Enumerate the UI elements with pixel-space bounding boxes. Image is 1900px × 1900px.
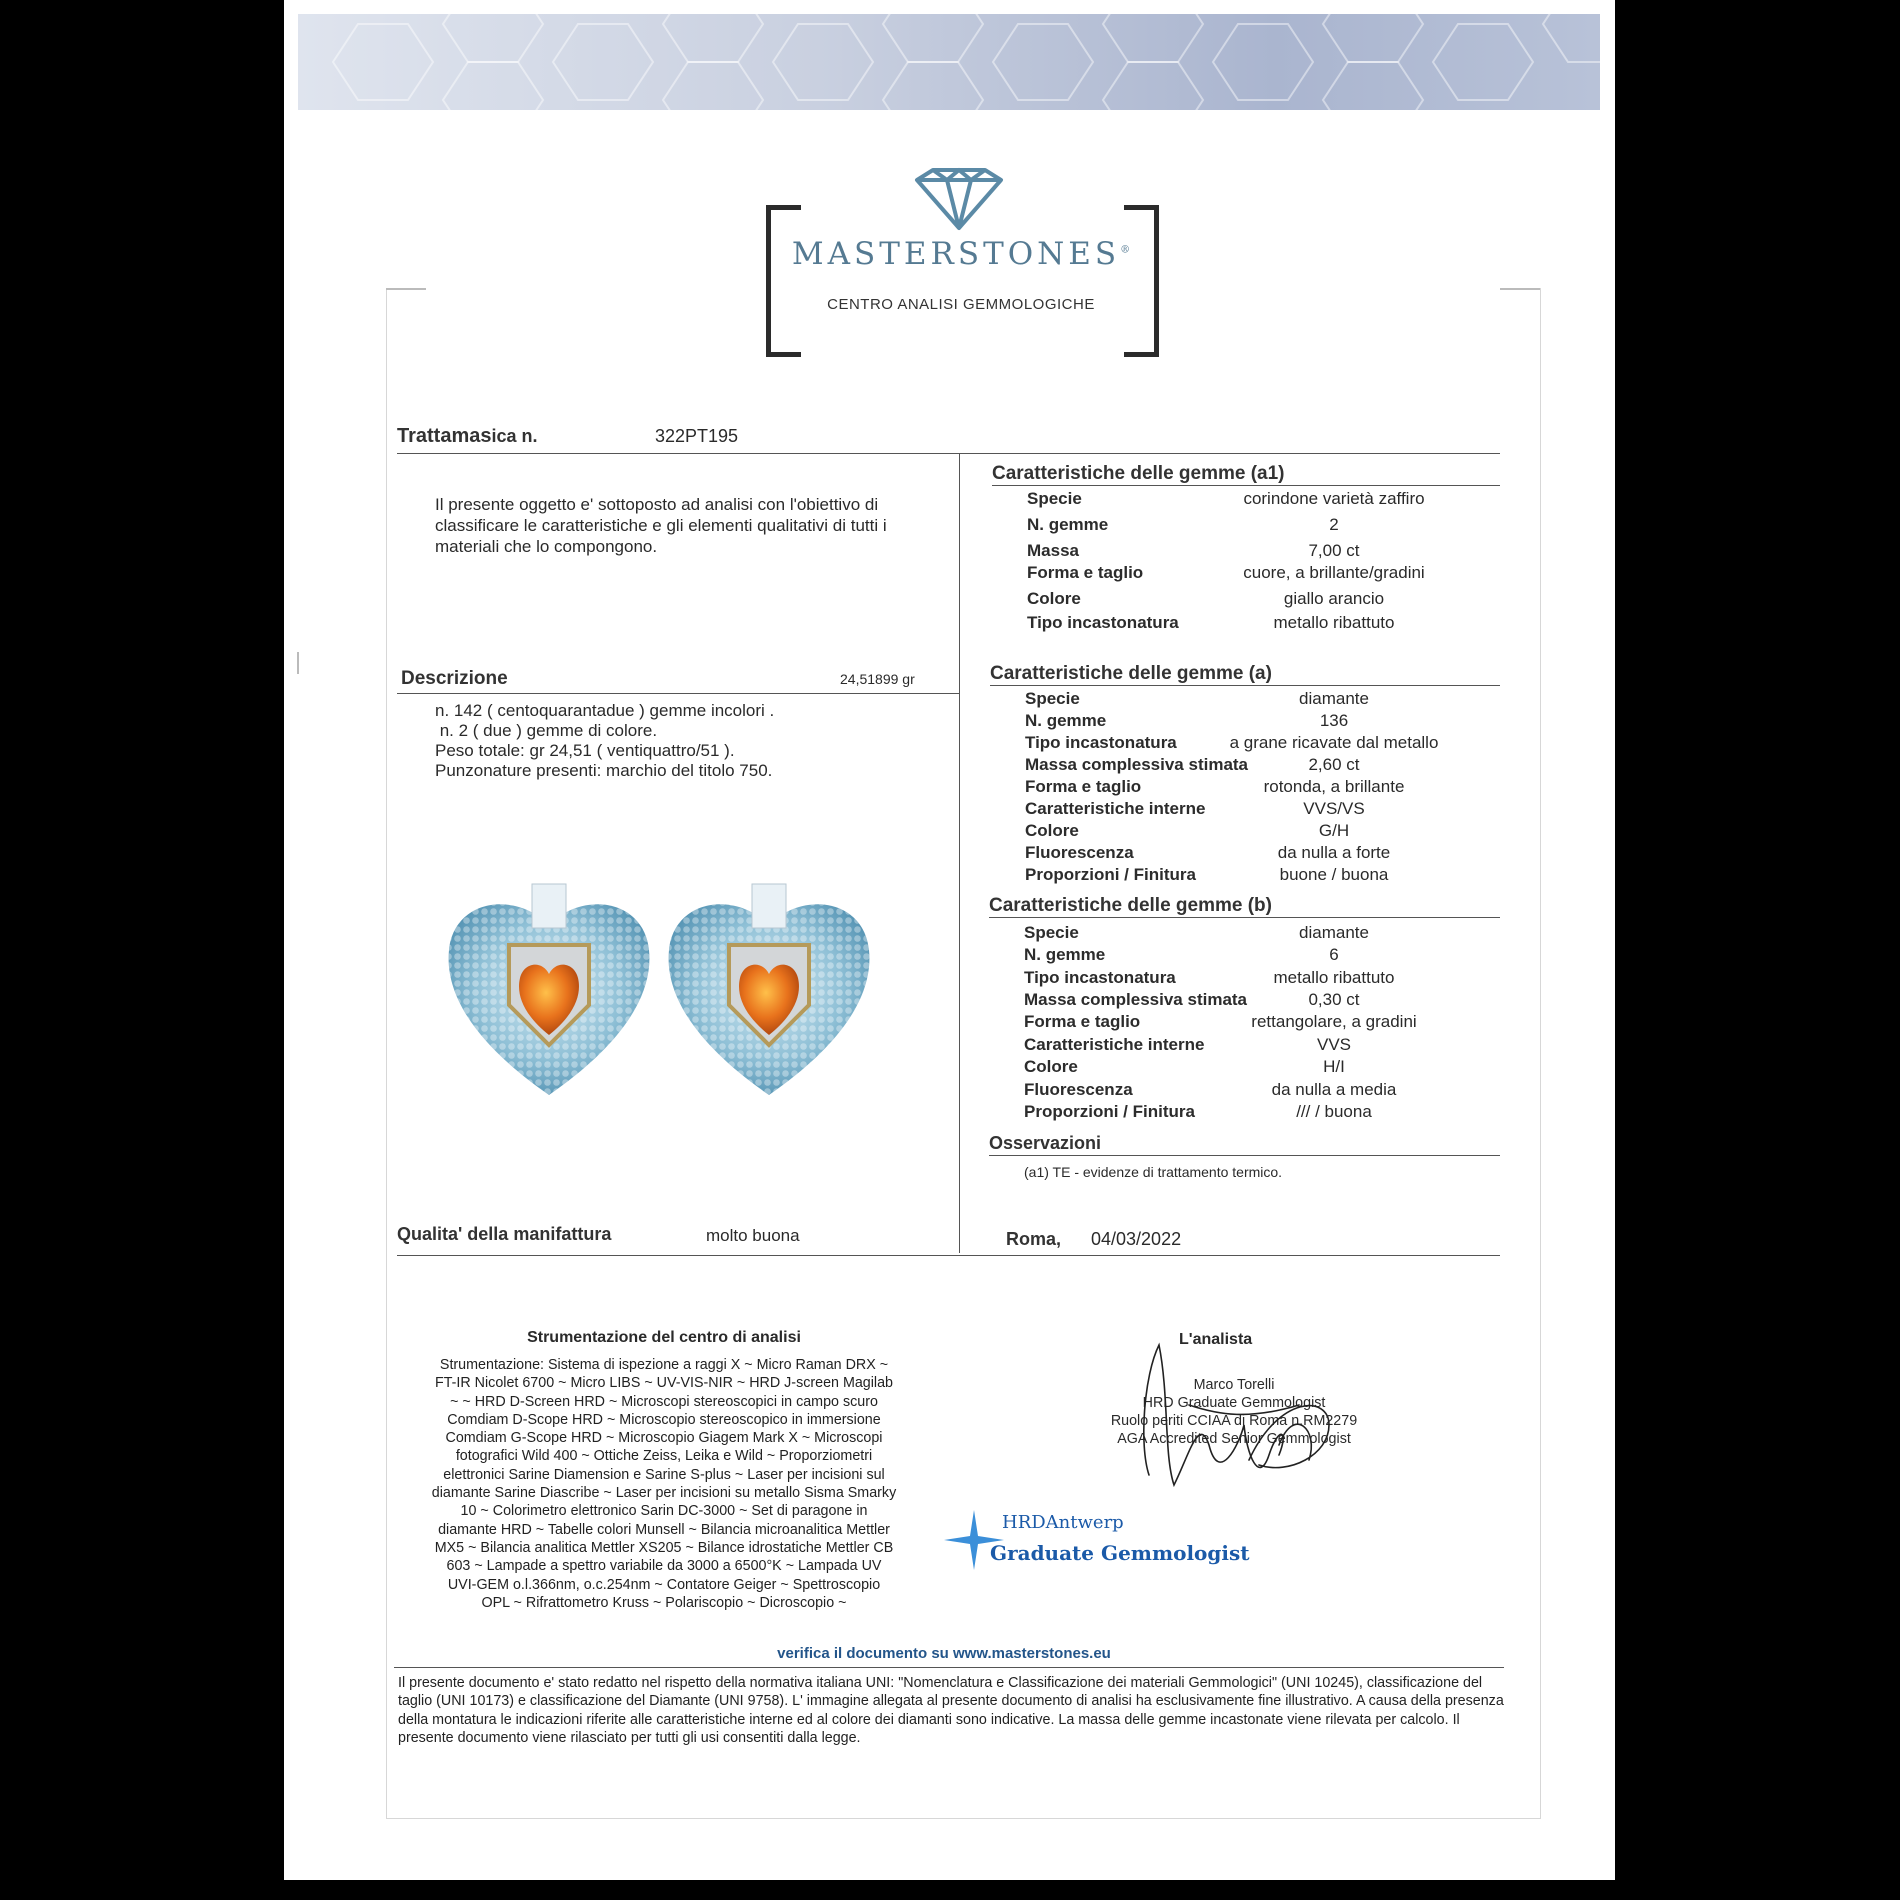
- description-line: n. 2 ( due ) gemme di colore.: [435, 721, 658, 740]
- instruments-line: OPL ~ Rifrattometro Kruss ~ Polariscopio ~ Dicroscopio ~: [481, 1594, 847, 1611]
- gems-b-value: /// / buona: [1296, 1102, 1372, 1121]
- heart-earrings-image: [444, 880, 874, 1110]
- description-line: Peso totale: gr 24,51 ( ventiquattro/51 ).: [435, 741, 735, 760]
- instruments-line: fotografici Wild 400 ~ Ottiche Zeiss, Leika e Wild ~ Proporziometri: [455, 1448, 873, 1465]
- gems-a-value: buone / buona: [1279, 865, 1389, 884]
- gems-a1-label: Tipo incastonatura: [1027, 613, 1179, 632]
- description-rule: [397, 693, 959, 694]
- gems-b-label: Fluorescenza: [1024, 1080, 1133, 1099]
- gems-b-label: N. gemme: [1024, 945, 1106, 964]
- frame-left: [386, 288, 387, 1818]
- gems-a-value: diamante: [1299, 689, 1369, 708]
- quality-label: Qualita' della manifattura: [397, 1224, 612, 1244]
- frame-bottom: [386, 1818, 1541, 1819]
- gems-a1-rule: [992, 485, 1500, 486]
- gems-a1-label: Forma e taglio: [1027, 563, 1144, 582]
- instruments-line: 603 ~ Lampade a spettro variabile da 3000 a 6500°K ~ Lampada UV: [446, 1558, 882, 1575]
- instruments-line: diamante Sarine Diascribe ~ Laser per incisioni su metallo Sisma Smarky: [431, 1485, 897, 1502]
- instruments-line: ~ ~ HRD D-Screen HRD ~ Microscopi stereoscopici in campo scuro: [450, 1393, 878, 1410]
- gems-b-value: H/I: [1323, 1057, 1345, 1076]
- column-divider: [959, 453, 960, 1253]
- hrd-title: Graduate Gemmologist: [990, 1541, 1250, 1565]
- gems-a-value: VVS/VS: [1303, 799, 1365, 818]
- gems-a1-label: Massa: [1027, 541, 1079, 560]
- instruments-line: UVI-GEM o.l.366nm, o.c.254nm ~ Contatore Geiger ~ Spettroscopio: [447, 1576, 881, 1593]
- certificate-sheet: [284, 0, 1615, 1880]
- observations-text: (a1) TE - evidenze di trattamento termico.: [1024, 1164, 1283, 1180]
- gems-a-label: Proporzioni / Finitura: [1025, 865, 1196, 884]
- analyst-credential: Ruolo periti CCIAA di Roma n.RM2279: [1110, 1413, 1358, 1429]
- gems-b-label: Colore: [1024, 1057, 1078, 1076]
- gems-a1-label: Specie: [1027, 489, 1082, 508]
- gems-b-label: Specie: [1024, 923, 1079, 942]
- instruments-line: elettronici Sarine Diamension e Sarine S-plus ~ Laser per incisioni sul: [443, 1466, 885, 1483]
- intro-text: Il presente oggetto e' sottoposto ad analisi con l'obiettivo di classificare le caratteristiche e gli elementi qualitativi di tutti i materiali che lo compongono.: [435, 495, 887, 556]
- instruments-line: Comdiam D-Scope HRD ~ Microscopio stereoscopico in immersione: [447, 1411, 881, 1428]
- analyst-title: L'analista: [1179, 1331, 1253, 1348]
- gems-b-value: da nulla a media: [1271, 1080, 1397, 1099]
- gems-b-label: Caratteristiche interne: [1024, 1035, 1205, 1054]
- description-line: n. 142 ( centoquarantadue ) gemme incolori .: [435, 701, 775, 720]
- gems-a-label: Tipo incastonatura: [1025, 733, 1177, 752]
- analyst-credential: AGA Accredited Senior Gemmologist: [1117, 1431, 1351, 1447]
- observations-rule: [989, 1155, 1500, 1156]
- report-label: Trattamasica n.: [397, 425, 538, 447]
- logo-bracket-left: [766, 205, 801, 357]
- gems-a1-value: giallo arancio: [1283, 589, 1385, 608]
- observations-title: Osservazioni: [989, 1133, 1102, 1153]
- gems-a-value: 136: [1319, 711, 1349, 730]
- gems-a1-value: metallo ribattuto: [1273, 613, 1395, 632]
- analyst-name: Marco Torelli: [1193, 1377, 1275, 1393]
- gems-a-label: Specie: [1025, 689, 1080, 708]
- gems-b-value: 0,30 ct: [1308, 990, 1360, 1009]
- gems-a1-label: N. gemme: [1027, 515, 1109, 534]
- gems-a1-value: corindone varietà zaffiro: [1243, 489, 1425, 508]
- gems-b-value: metallo ribattuto: [1273, 968, 1395, 987]
- header-rule: [397, 453, 1500, 454]
- gems-a1-value: 2: [1329, 515, 1339, 534]
- instruments-line: Comdiam G-Scope HRD ~ Microscopio Giagem Mark X ~ Microscopi: [445, 1430, 883, 1447]
- analyst-credential: HRD Graduate Gemmologist: [1142, 1395, 1326, 1411]
- brand-name: MASTERSTONES®: [791, 236, 1131, 272]
- gems-a-value: da nulla a forte: [1277, 843, 1391, 862]
- issue-date: 04/03/2022: [1091, 1229, 1182, 1249]
- gems-a-rule: [990, 685, 1500, 686]
- description-line: Punzonature presenti: marchio del titolo 750.: [435, 761, 773, 780]
- gems-a-label: Massa complessiva stimata: [1025, 755, 1249, 774]
- quality-value: molto buona: [706, 1226, 800, 1245]
- gems-a-value: rotonda, a brillante: [1263, 777, 1405, 796]
- gems-a-label: Fluorescenza: [1025, 843, 1134, 862]
- gems-a-value: 2,60 ct: [1308, 755, 1360, 774]
- place-label: Roma,: [1006, 1229, 1062, 1249]
- gems-b-value: rettangolare, a gradini: [1251, 1012, 1417, 1031]
- verify-link[interactable]: verifica il documento su www.masterstones.eu: [777, 1645, 1111, 1662]
- gems-a-value: a grane ricavate dal metallo: [1229, 733, 1439, 752]
- gems-a1-label: Colore: [1027, 589, 1081, 608]
- gems-a-value: G/H: [1318, 821, 1350, 840]
- bottom-rule: [397, 1255, 1500, 1256]
- gems-a-title: Caratteristiche delle gemme (a): [990, 663, 1272, 684]
- gems-b-value: VVS: [1316, 1035, 1352, 1054]
- instruments-list: [404, 1356, 924, 1612]
- instruments-line: MX5 ~ Bilancia analitica Mettler XS205 ~ Bilance idrostatiche Mettler CB: [434, 1539, 894, 1556]
- gems-a1-value: cuore, a brillante/gradini: [1243, 563, 1425, 582]
- gems-b-label: Tipo incastonatura: [1024, 968, 1176, 987]
- legal-footer: Il presente documento e' stato redatto nel rispetto della normativa italiana UNI: "Nomenclatura e Classificazione dei materiali Gemmologici" (UNI 10245), classificazione del taglio (UNI 10173) e classificazione del Diamante (UNI 9758). L' immagine allegata al presente documento di analisi ha esclusivamente fine illustrativo. A causa della presenza della montatura le indicazioni riferite alle caratteristiche interne ed al colore dei diamanti sono indicative. La massa delle gemme incastonate viene rilevata per calcolo. Il presente documento viene rilasciato per tutti gli usi consentiti dalla legge.: [398, 1675, 1504, 1746]
- footer-rule: [394, 1667, 1504, 1668]
- description-weight: 24,51899 gr: [840, 671, 915, 687]
- instruments-line: 10 ~ Colorimetro elettronico Sarin DC-3000 ~ Set di paragone in: [460, 1503, 868, 1520]
- gems-a1-title: Caratteristiche delle gemme (a1): [992, 463, 1285, 484]
- report-number: 322PT195: [655, 426, 739, 446]
- frame-right: [1540, 288, 1541, 1818]
- instruments-line: FT-IR Nicolet 6700 ~ Micro LIBS ~ UV-VIS-NIR ~ HRD J-screen Magilab: [434, 1375, 894, 1392]
- gems-a-label: Colore: [1025, 821, 1079, 840]
- hrd-brand: HRDAntwerp: [1002, 1512, 1124, 1533]
- diamond-icon: [911, 166, 1007, 232]
- instruments-title: Strumentazione del centro di analisi: [527, 1329, 801, 1346]
- signature-icon: [1129, 1335, 1344, 1495]
- gems-b-value: diamante: [1299, 923, 1369, 942]
- gems-b-rule: [989, 917, 1500, 918]
- logo-bracket-right: [1124, 205, 1159, 357]
- instruments-line: diamante HRD ~ Tabelle colori Munsell ~ Bilancia microanalitica Mettler: [438, 1521, 890, 1538]
- gems-b-value: 6: [1329, 945, 1339, 964]
- gems-b-label: Forma e taglio: [1024, 1012, 1141, 1031]
- gems-b-label: Proporzioni / Finitura: [1024, 1102, 1195, 1121]
- gems-a-label: Forma e taglio: [1025, 777, 1142, 796]
- header-hex-band: [298, 14, 1600, 110]
- gems-b-label: Massa complessiva stimata: [1024, 990, 1248, 1009]
- brand-subtitle: CENTRO ANALISI GEMMOLOGICHE: [827, 296, 1095, 313]
- instruments-line: Strumentazione: Sistema di ispezione a raggi X ~ Micro Raman DRX ~: [439, 1357, 889, 1373]
- hex-pattern-icon: [298, 14, 1600, 110]
- frame-corner-tr: [1500, 288, 1540, 290]
- gems-a-label: Caratteristiche interne: [1025, 799, 1206, 818]
- frame-corner-tl: [386, 288, 426, 290]
- side-mark: [297, 652, 299, 674]
- gems-a1-value: 7,00 ct: [1308, 541, 1360, 560]
- gems-a-label: N. gemme: [1025, 711, 1107, 730]
- gems-b-title: Caratteristiche delle gemme (b): [989, 895, 1272, 916]
- description-title: Descrizione: [401, 668, 508, 689]
